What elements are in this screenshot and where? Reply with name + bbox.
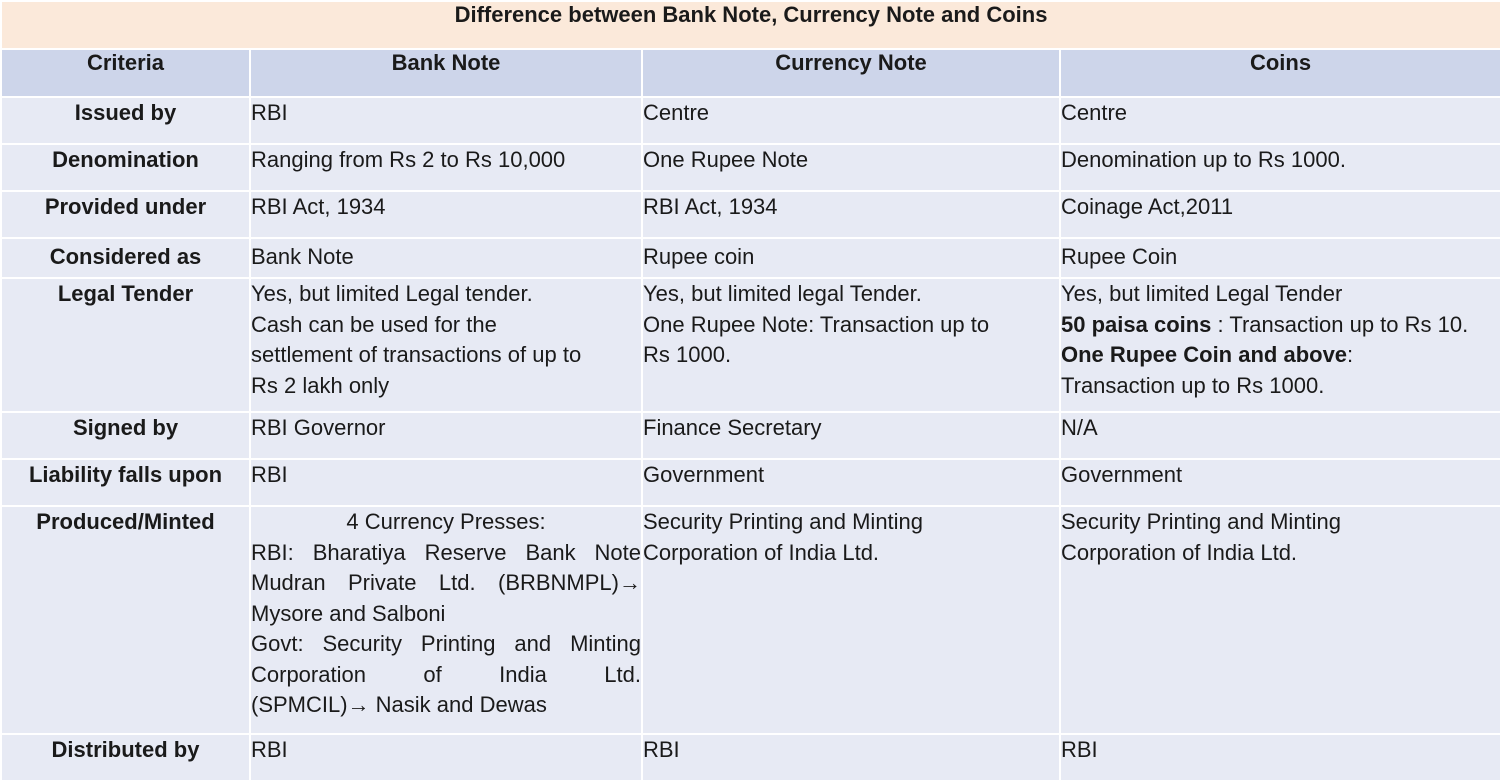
table-row — [1, 459, 1500, 506]
bank-produced — [250, 506, 642, 734]
bank-produced-line: Mysore and Salboni — [251, 600, 446, 626]
bank-produced-line: Mudran Private Ltd. (BRBNMPL)→ — [251, 570, 641, 595]
coins-produced-line: Security Printing and Minting — [1061, 509, 1342, 534]
coins-legal-tender — [1060, 278, 1500, 412]
currency-legal-tender-line: One Rupee Note: Transaction up to — [643, 311, 990, 337]
criteria-signed-by: Signed by — [1, 412, 250, 459]
coins-50-paisa-label: 50 paisa coins — [1061, 311, 1212, 337]
criteria-liability: Liability falls upon — [1, 459, 250, 506]
table-row — [1, 238, 1500, 278]
bank-produced-line: Corporation of India Ltd. — [251, 661, 641, 687]
currency-produced — [642, 506, 1060, 734]
table-row — [1, 97, 1500, 144]
coins-legal-tender-line: Transaction up to Rs 1000. — [1061, 372, 1325, 398]
coins-legal-tender-line — [1061, 340, 1500, 371]
coins-one-rupee-colon: : — [1347, 342, 1354, 367]
criteria-produced: Produced/Minted — [1, 506, 250, 734]
bank-legal-tender-line: Cash can be used for the — [251, 311, 497, 337]
coins-liability: Government — [1060, 459, 1500, 506]
table-row — [1, 506, 1500, 734]
currency-legal-tender-line: Rs 1000. — [643, 342, 732, 367]
currency-legal-tender-line: Yes, but limited legal Tender. — [643, 281, 922, 306]
bank-liability: RBI — [250, 459, 642, 506]
coins-denomination: Denomination up to Rs 1000. — [1060, 144, 1500, 191]
coins-50-paisa-detail: : Transaction up to Rs 10. — [1211, 311, 1469, 337]
bank-produced-line: RBI: Bharatiya Reserve Bank Note — [251, 539, 641, 565]
bank-signed-by: RBI Governor — [250, 412, 642, 459]
header-coins: Coins — [1060, 49, 1500, 97]
table-row — [1, 144, 1500, 191]
currency-liability: Government — [642, 459, 1060, 506]
criteria-provided-under: Provided under — [1, 191, 250, 238]
coins-signed-by: N/A — [1060, 412, 1500, 459]
header-bank-note: Bank Note — [250, 49, 642, 97]
coins-legal-tender-line: Yes, but limited Legal Tender — [1061, 281, 1343, 306]
bank-produced-line: 4 Currency Presses: — [346, 509, 546, 534]
criteria-distributed-by: Distributed by — [1, 734, 250, 781]
criteria-considered-as: Considered as — [1, 238, 250, 278]
bank-denomination: Ranging from Rs 2 to Rs 10,000 — [250, 144, 642, 191]
coins-distributed-by: RBI — [1060, 734, 1500, 781]
table-row — [1, 278, 1500, 412]
currency-issued-by: Centre — [642, 97, 1060, 144]
currency-produced-line: Corporation of India Ltd. — [643, 539, 880, 565]
coins-produced — [1060, 506, 1500, 734]
bank-legal-tender-line: Yes, but limited Legal tender. — [251, 281, 533, 306]
coins-provided-under: Coinage Act,2011 — [1060, 191, 1500, 238]
coins-considered-as: Rupee Coin — [1060, 238, 1500, 278]
bank-produced-line: Govt: Security Printing and Minting — [251, 631, 641, 656]
coins-produced-line: Corporation of India Ltd. — [1061, 539, 1298, 565]
bank-distributed-by: RBI — [250, 734, 642, 781]
currency-considered-as: Rupee coin — [642, 238, 1060, 278]
header-currency-note: Currency Note — [642, 49, 1060, 97]
currency-denomination: One Rupee Note — [642, 144, 1060, 191]
table-row — [1, 191, 1500, 238]
currency-provided-under: RBI Act, 1934 — [642, 191, 1060, 238]
bank-provided-under: RBI Act, 1934 — [250, 191, 642, 238]
table-row — [1, 734, 1500, 781]
coins-one-rupee-label: One Rupee Coin and above — [1061, 342, 1348, 367]
header-criteria: Criteria — [1, 49, 250, 97]
currency-signed-by: Finance Secretary — [642, 412, 1060, 459]
criteria-denomination: Denomination — [1, 144, 250, 191]
bank-legal-tender — [250, 278, 642, 412]
bank-issued-by: RBI — [250, 97, 642, 144]
coins-issued-by: Centre — [1060, 97, 1500, 144]
currency-legal-tender — [642, 278, 1060, 412]
currency-distributed-by: RBI — [642, 734, 1060, 781]
bank-legal-tender-line: settlement of transactions of up to — [251, 342, 582, 367]
criteria-legal-tender: Legal Tender — [1, 278, 250, 412]
bank-considered-as: Bank Note — [250, 238, 642, 278]
table-row — [1, 412, 1500, 459]
bank-produced-line: (SPMCIL)→ Nasik and Dewas — [251, 692, 547, 717]
table-title: Difference between Bank Note, Currency Note and Coins — [1, 1, 1500, 49]
bank-legal-tender-line: Rs 2 lakh only — [251, 372, 390, 398]
table-title-row — [1, 1, 1500, 49]
table-header-row — [1, 49, 1500, 97]
currency-produced-line: Security Printing and Minting — [643, 509, 924, 534]
coins-legal-tender-line — [1061, 310, 1500, 341]
criteria-issued-by: Issued by — [1, 97, 250, 144]
